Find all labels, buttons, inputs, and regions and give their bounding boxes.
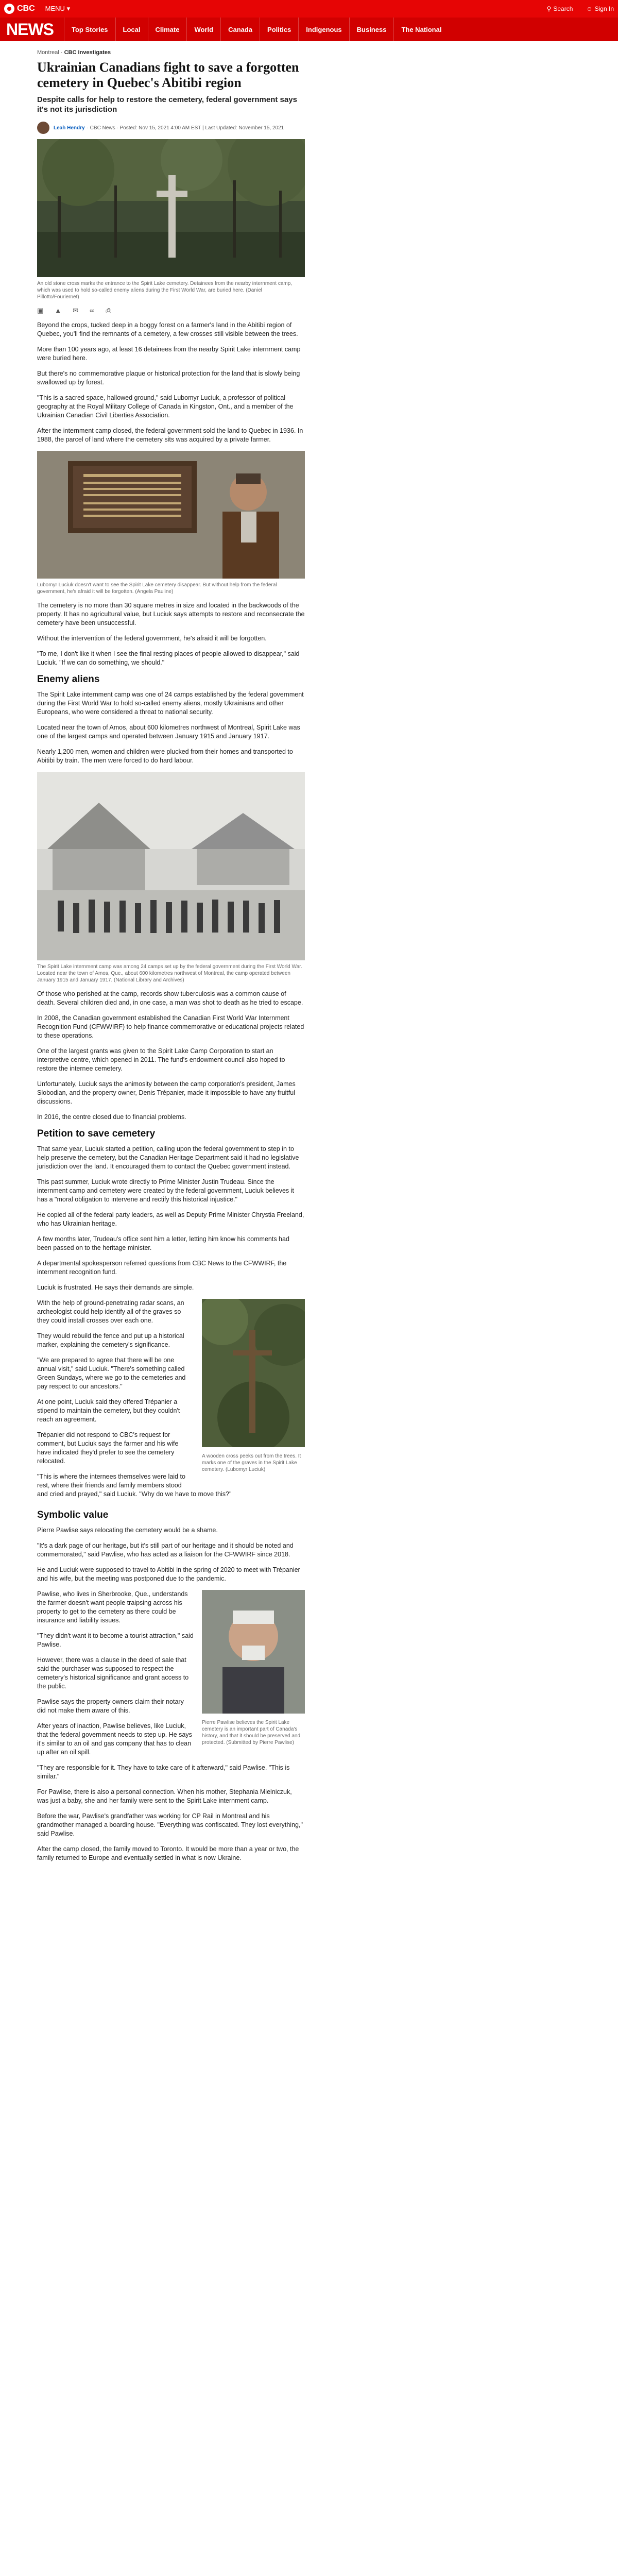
paragraph: After years of inaction, Pawlise believes, like Luciuk, that the federal government needs to step up. He says it's similar to an oil and gas company that has to clean up after an oil spill. [37, 1722, 192, 1756]
paragraph: "It's a dark page of our heritage, but it's still part of our heritage and it should be noted and commemorated," said Pawlise, who has acted as a liaison for the CFWWIRF since 2018. [37, 1542, 294, 1558]
search-button[interactable] [547, 5, 573, 12]
paragraph: The Spirit Lake internment camp was one of 24 camps established by the federal government during the First World War to hold so-called enemy aliens, mostly Ukrainians and other Europeans, who were considered a threat to national security. [37, 691, 304, 716]
chevron-down-icon: ▾ [66, 5, 71, 12]
tab-the-national[interactable]: The National [393, 18, 449, 41]
paragraph: He and Luciuk were supposed to travel to Abitibi in the spring of 2020 to meet with Trépanier and his wife, but the meeting was postponed due to the pandemic. [37, 1566, 300, 1582]
paragraph: "We are prepared to agree that there will be one annual visit," said Luciuk. "There's something called Green Sundays, where we go to the cemeteries and pay respect to our ancestors." [37, 1357, 186, 1390]
wooden-cross-image [202, 1299, 305, 1447]
photo-caption: The Spirit Lake internment camp was among 24 camps set up by the federal government during the First World War. Located near the town of Amos, Que., about 600 kilometres northwest of Montreal, the camp operated between January 1915 and January 1917. (National Library and Archives) [37, 964, 302, 983]
paragraph: Of those who perished at the camp, records show tuberculosis was a common cause of death. Several children died and, in one case, a man was shot to death as he tried to escape. [37, 990, 303, 1006]
paragraph: One of the largest grants was given to the Spirit Lake Camp Corporation to start an interpretive centre, which opened in 2011. The fund's endowment council also hoped to restore the internee cemetery. [37, 1047, 285, 1072]
top-bar [0, 0, 618, 18]
paragraph: "To me, I don't like it when I see the final resting places of people allowed to disappear," said Luciuk. "If we can do something, we should." [37, 650, 300, 666]
photo-caption: Lubomyr Luciuk doesn't want to see the Spirit Lake cemetery disappear. But without help from the federal government, he's afraid it will be forgotten. (Angela Pauline) [37, 582, 277, 595]
paragraph: This past summer, Luciuk wrote directly to Prime Minister Justin Trudeau. Since the internment camp and cemetery were created by the federal government, Luciuk believes it has a "moral obligation to intervene and rectify this historical injustice." [37, 1178, 294, 1203]
byline [37, 122, 305, 134]
article-title: Ukrainian Canadians fight to save a forgotten cemetery in Quebec's Abitibi region [37, 60, 299, 90]
tab-canada[interactable]: Canada [220, 18, 260, 41]
author-link[interactable]: Leah Hendry [54, 125, 85, 131]
paragraph: He copied all of the federal party leaders, as well as Deputy Prime Minister Chrystia Freeland, who has Ukrainian heritage. [37, 1211, 304, 1227]
breadcrumb: Montreal · CBC Investigates [37, 49, 111, 56]
brand-name: CBC [17, 4, 35, 13]
paragraph: "They are responsible for it. They have to take care of it afterward," said Pawlise. "This is similar." [37, 1764, 290, 1780]
paragraph: "This is where the internees themselves were laid to rest, where their friends and family members stood and cried and prayed," said Luciuk. "Why do we have to move this?" [37, 1473, 232, 1498]
paragraph: Pawlise says the property owners claim their notary did not make them aware of this. [37, 1698, 184, 1714]
paragraph: In 2008, the Canadian government established the Canadian First World War Internment Recognition Fund (CFWWIRF) to help finance commemorative or educational projects related to these operations. [37, 1014, 304, 1039]
breadcrumb-series[interactable]: CBC Investigates [64, 49, 111, 56]
paragraph: That same year, Luciuk started a petition, calling upon the federal government to step in to help preserve the cemetery, but the Canadian Heritage Department said it had no legislative jurisdiction over the land. It encouraged them to contact the Quebec government instead. [37, 1145, 299, 1170]
paragraph: But there's no commemorative plaque or historical protection for the land that is slowly being swallowed up by forest. [37, 370, 300, 386]
section-heading: Petition to save cemetery [37, 1128, 156, 1139]
sign-in-label: Sign In [594, 5, 614, 12]
cbc-logo[interactable] [4, 4, 35, 14]
paragraph: In 2016, the centre closed due to financial problems. [37, 1113, 186, 1121]
pawlise-figure [202, 1590, 305, 1752]
photo-caption: Pierre Pawlise believes the Spirit Lake cemetery is an important part of Canada's history, and that it should be preserved and protected. (Submitted by Pierre Pawlise) [202, 1720, 301, 1745]
search-label: Search [553, 5, 573, 12]
photo-caption: A wooden cross peeks out from the trees. It marks one of the graves in the Spirit Lake cemetery. (Lubomyr Luciuk) [202, 1453, 301, 1472]
article-deck: Despite calls for help to restore the cemetery, federal government says it's not its jurisdiction [37, 95, 297, 114]
paragraph: Beyond the crops, tucked deep in a boggy forest on a farmer's land in the Abitibi region of Quebec, you'll find the remnants of a cemetery, a few crosses still visible between the trees. [37, 321, 298, 337]
email-icon[interactable]: ✉ [73, 307, 79, 314]
internment-camp-photo [37, 772, 305, 960]
paragraph: After the camp closed, the family moved to Toronto. It would be more than a year or two, the family returned to Europe and eventually settled in what is now Ukraine. [37, 1845, 299, 1861]
nav-tabs [64, 18, 449, 41]
section-nav [0, 18, 618, 41]
paragraph: "They didn't want it to become a tourist attraction," said Pawlise. [37, 1632, 194, 1648]
paragraph: "This is a sacred space, hallowed ground," said Lubomyr Luciuk, a professor of political geography at the Royal Military College of Canada in Kingston, Ont., and a member of the Ukrainian Canadian Civil Liberties Association. [37, 394, 294, 419]
paragraph: Luciuk is frustrated. He says their demands are simple. [37, 1284, 194, 1291]
paragraph: However, there was a clause in the deed of sale that said the purchaser was supposed to respect the cemetery's historical significance and grant access to the public. [37, 1656, 189, 1690]
facebook-icon[interactable]: ▣ [37, 307, 44, 314]
sign-in-button[interactable] [586, 5, 614, 12]
link-icon[interactable]: ∞ [90, 307, 95, 314]
paragraph: Without the intervention of the federal government, he's afraid it will be forgotten. [37, 635, 267, 642]
tab-top-stories[interactable]: Top Stories [64, 18, 115, 41]
internment-camp-image [37, 772, 305, 960]
paragraph: For Pawlise, there is also a personal connection. When his mother, Stephania Mielniczuk, was just a baby, she and her family were sent to the Spirit Lake internment camp. [37, 1788, 292, 1804]
luciuk-plaque-image [37, 451, 305, 579]
cemetery-cross-photo [37, 139, 305, 277]
paragraph: Pawlise, who lives in Sherbrooke, Que., understands the farmer doesn't want people traipsing across his property to get to the cemetery as there could be insurance and liability issues. [37, 1590, 188, 1624]
paragraph: They would rebuild the fence and put up a historical marker, explaining the cemetery's significance. [37, 1332, 184, 1348]
paragraph: A few months later, Trudeau's office sent him a letter, letting him know his comments had been passed on to the heritage minister. [37, 1235, 289, 1251]
paragraph: Pierre Pawlise says relocating the cemetery would be a shame. [37, 1527, 218, 1534]
paragraph: Before the war, Pawlise's grandfather was working for CP Rail in Montreal and his grandmother managed a boarding house. "Everything was confiscated. They lost everything," said Pawlise. [37, 1812, 303, 1837]
author-avatar [37, 122, 49, 134]
search-icon: ⚲ [546, 5, 552, 12]
photo-caption: An old stone cross marks the entrance to the Spirit Lake cemetery. Detainees from the nearby internment camp, which was used to hold so-called enemy aliens during the First World War, are buried here. (Daniel Pillotto/Fouriernet) [37, 281, 293, 300]
breadcrumb-region[interactable]: Montreal [37, 49, 59, 56]
paragraph: Unfortunately, Luciuk says the animosity between the camp corporation's president, James Slobodian, and the property owner, Denis Trépanier, made it impossible to have any fruitful discussions. [37, 1080, 296, 1105]
user-icon: ☺ [586, 5, 593, 12]
paragraph: More than 100 years ago, at least 16 detainees from the nearby Spirit Lake internment camp were buried here. [37, 346, 301, 362]
tab-indigenous[interactable]: Indigenous [298, 18, 349, 41]
wooden-cross-figure [202, 1299, 305, 1479]
paragraph: After the internment camp closed, the federal government sold the land to Quebec in 1936. In 1988, the parcel of land where the cemetery sits was acquired by a private farmer. [37, 427, 303, 443]
share-bar [37, 307, 305, 315]
twitter-icon[interactable]: ▲ [55, 307, 62, 314]
cbc-gem-icon [4, 4, 14, 14]
cemetery-cross-image [37, 139, 305, 277]
byline-meta: · CBC News · Posted: Nov 15, 2021 4:00 AM EST | Last Updated: November 15, 2021 [87, 125, 284, 131]
paragraph: Nearly 1,200 men, women and children were plucked from their homes and transported to Abitibi by train. The men were forced to do hard labour. [37, 748, 293, 764]
paragraph: Trépanier did not respond to CBC's request for comment, but Luciuk says the farmer and his wife have indicated they'd prefer to see the cemetery relocated. [37, 1431, 179, 1465]
paragraph: Located near the town of Amos, about 600 kilometres northwest of Montreal, Spirit Lake was one of the largest camps and operated between January 1915 and January 1917. [37, 724, 300, 740]
tab-business[interactable]: Business [349, 18, 394, 41]
tab-local[interactable]: Local [115, 18, 148, 41]
print-icon[interactable]: ⎙ [106, 307, 111, 314]
menu-label: MENU [45, 5, 65, 12]
paragraph: With the help of ground-penetrating radar scans, an archeologist could help identify all of the graves so they could install crosses over each one. [37, 1299, 184, 1324]
paragraph: At one point, Luciuk said they offered Trépanier a stipend to maintain the cemetery, but they couldn't reach an agreement. [37, 1398, 180, 1423]
paragraph: A departmental spokesperson referred questions from CBC News to the CFWWIRF, the internment recognition fund. [37, 1260, 287, 1276]
tab-climate[interactable]: Climate [148, 18, 187, 41]
article [37, 49, 305, 1869]
pawlise-portrait-image [202, 1590, 305, 1714]
menu-button[interactable] [45, 5, 70, 13]
section-heading: Symbolic value [37, 1510, 109, 1520]
paragraph: The cemetery is no more than 30 square metres in size and located in the backwoods of the property. It has no agricultural value, but Luciuk says attempts to restore and reconsecrate the cemetery have been unsuccessful. [37, 602, 305, 626]
tab-world[interactable]: World [186, 18, 220, 41]
section-title[interactable]: NEWS [6, 20, 54, 39]
luciuk-plaque-photo [37, 451, 305, 579]
tab-politics[interactable]: Politics [260, 18, 298, 41]
section-heading: Enemy aliens [37, 674, 100, 685]
